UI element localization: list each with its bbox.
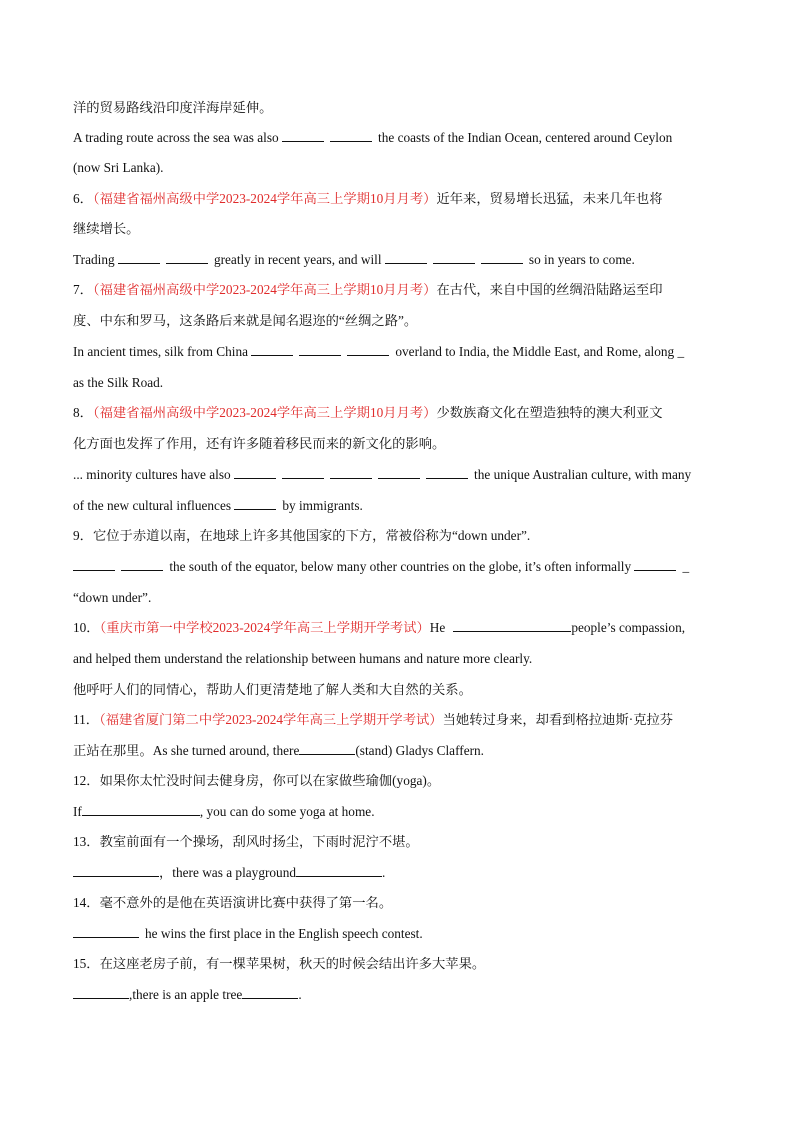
q15-english: [73, 986, 730, 1004]
text: 他呼吁人们的同情心，帮助人们更清楚地了解人类和大自然的关系。: [73, 682, 472, 697]
source-label: （福建省厦门第二中学2023-2024学年高三上学期开学考试）: [99, 712, 443, 727]
text: A trading route across the sea was also: [73, 130, 279, 145]
answer-blank[interactable]: [433, 251, 475, 264]
answer-blank[interactable]: [347, 343, 389, 356]
q11-body: [73, 742, 730, 760]
q15-chinese: [73, 955, 730, 973]
q8-chinese: [73, 404, 730, 422]
text: 14．毫不意外的是他在英语演讲比赛中获得了第一名。: [73, 895, 393, 910]
answer-blank[interactable]: [73, 925, 139, 938]
answer-blank[interactable]: [242, 986, 298, 999]
text: as the Silk Road.: [73, 375, 164, 390]
answer-blank[interactable]: [299, 343, 341, 356]
q10-chinese: [73, 681, 730, 699]
text: 13．教室前面有一个操场，刮风时扬尘，下雨时泥泞不堪。: [73, 834, 419, 849]
q9-english-cont: [73, 589, 730, 607]
answer-blank[interactable]: [121, 558, 163, 571]
text: 度、中东和罗马，这条路后来就是闻名遐迩的“丝绸之路”。: [73, 313, 418, 328]
q6-english: [73, 251, 730, 269]
text: 15．在这座老房子前，有一棵苹果树，秋天的时候会结出许多大苹果。: [73, 956, 486, 971]
q14-english: [73, 925, 730, 943]
text: ,there is an apple tree: [129, 987, 243, 1002]
answer-blank[interactable]: [118, 251, 160, 264]
text: .: [382, 865, 386, 880]
q12-chinese: [73, 772, 730, 790]
answer-blank[interactable]: [296, 864, 382, 877]
text: 继续增长。: [73, 221, 140, 236]
answer-blank[interactable]: [251, 343, 293, 356]
answer-blank[interactable]: [82, 803, 200, 816]
source-label: （福建省福州高级中学2023-2024学年高三上学期10月月考）: [92, 405, 437, 420]
answer-blank[interactable]: [330, 466, 372, 479]
text: 洋的贸易路线沿印度洋海岸延伸。: [73, 100, 273, 115]
answer-blank[interactable]: [166, 251, 208, 264]
text: 12．如果你太忙没时间去健身房，你可以在家做些瑜伽(yoga)。: [73, 773, 441, 788]
text: 当她转过身来，却看到格拉迪斯·克拉芬: [442, 712, 674, 727]
question-number: 10．: [73, 620, 100, 635]
text: ，there was a playground: [159, 865, 296, 880]
answer-blank[interactable]: [378, 466, 420, 479]
q11-header: [73, 711, 730, 729]
text: the coasts of the Indian Ocean, centered around Ceylon: [378, 130, 673, 145]
text: the south of the equator, below many other countries on the globe, it’s often informally: [169, 559, 632, 574]
q5-english-cont: [73, 159, 730, 177]
answer-blank[interactable]: [234, 497, 276, 510]
answer-blank[interactable]: [299, 742, 355, 755]
question-number: 7．: [73, 282, 93, 297]
q7-chinese-cont: [73, 312, 730, 330]
text: and helped them understand the relationship between humans and nature more clearly.: [73, 651, 533, 666]
q8-chinese-cont: [73, 435, 730, 453]
question-number: 8．: [73, 405, 93, 420]
question-number: 11．: [73, 712, 100, 727]
text: 近年来，贸易增长迅猛，未来几年也将: [436, 191, 663, 206]
q7-english: [73, 343, 730, 361]
answer-blank[interactable]: [453, 619, 571, 632]
text: .: [298, 987, 302, 1002]
answer-blank[interactable]: [73, 558, 115, 571]
q5-chinese-cont: [73, 99, 730, 117]
q14-chinese: [73, 894, 730, 912]
source-label: （福建省福州高级中学2023-2024学年高三上学期10月月考）: [92, 191, 437, 206]
source-label: （福建省福州高级中学2023-2024学年高三上学期10月月考）: [92, 282, 437, 297]
text: by immigrants.: [282, 498, 363, 513]
text: (stand) Gladys Claffern.: [355, 743, 485, 758]
source-label: （重庆市第一中学校2023-2024学年高三上学期开学考试）: [99, 620, 430, 635]
q8-english: [73, 466, 730, 484]
answer-blank[interactable]: [481, 251, 523, 264]
text: the unique Australian culture, with many: [474, 467, 692, 482]
text: of the new cultural influences: [73, 498, 232, 513]
answer-blank[interactable]: [234, 466, 276, 479]
text: ... minority cultures have also: [73, 467, 231, 482]
text: (now Sri Lanka).: [73, 160, 164, 175]
q12-english: [73, 803, 730, 821]
trailing-blank: _: [677, 344, 685, 359]
text: He: [429, 620, 446, 635]
text: overland to India, the Middle East, and Rome, along: [395, 344, 675, 359]
answer-blank[interactable]: [634, 558, 676, 571]
text: In ancient times, silk from China: [73, 344, 249, 359]
text: so in years to come.: [528, 252, 635, 267]
question-number: 6．: [73, 191, 93, 206]
text: 在古代，来自中国的丝绸沿陆路运至印: [436, 282, 663, 297]
answer-blank[interactable]: [385, 251, 427, 264]
text: 化方面也发挥了作用，还有许多随着移民而来的新文化的影响。: [73, 436, 446, 451]
text: “down under”.: [73, 590, 152, 605]
q7-chinese: [73, 281, 730, 299]
text: , you can do some yoga at home.: [199, 804, 375, 819]
answer-blank[interactable]: [282, 466, 324, 479]
text: 少数族裔文化在塑造独特的澳大利亚文: [436, 405, 663, 420]
answer-blank[interactable]: [73, 986, 129, 999]
text: people’s compassion,: [571, 620, 686, 635]
text: 正站在那里。As she turned around, there: [73, 743, 300, 758]
q9-chinese: [73, 527, 730, 545]
text: If: [73, 804, 82, 819]
text: he wins the first place in the English speech contest.: [145, 926, 423, 941]
answer-blank[interactable]: [426, 466, 468, 479]
q7-english-cont: [73, 374, 730, 392]
q6-chinese: [73, 190, 730, 208]
q10-english-cont: [73, 650, 730, 668]
q5-english: [73, 129, 730, 147]
answer-blank[interactable]: [73, 864, 159, 877]
q6-chinese-cont: [73, 220, 730, 238]
q13-chinese: [73, 833, 730, 851]
q8-english-cont: [73, 497, 730, 515]
q13-english: [73, 864, 730, 882]
text: Trading: [73, 252, 115, 267]
q10-header: [73, 619, 730, 637]
answer-blank[interactable]: [282, 129, 324, 142]
q9-english: [73, 558, 730, 576]
text: greatly in recent years, and will: [213, 252, 382, 267]
text: 9．它位于赤道以南，在地球上许多其他国家的下方，常被俗称为“down under”.: [73, 528, 531, 543]
trailing-blank: _: [682, 559, 690, 574]
answer-blank[interactable]: [330, 129, 372, 142]
